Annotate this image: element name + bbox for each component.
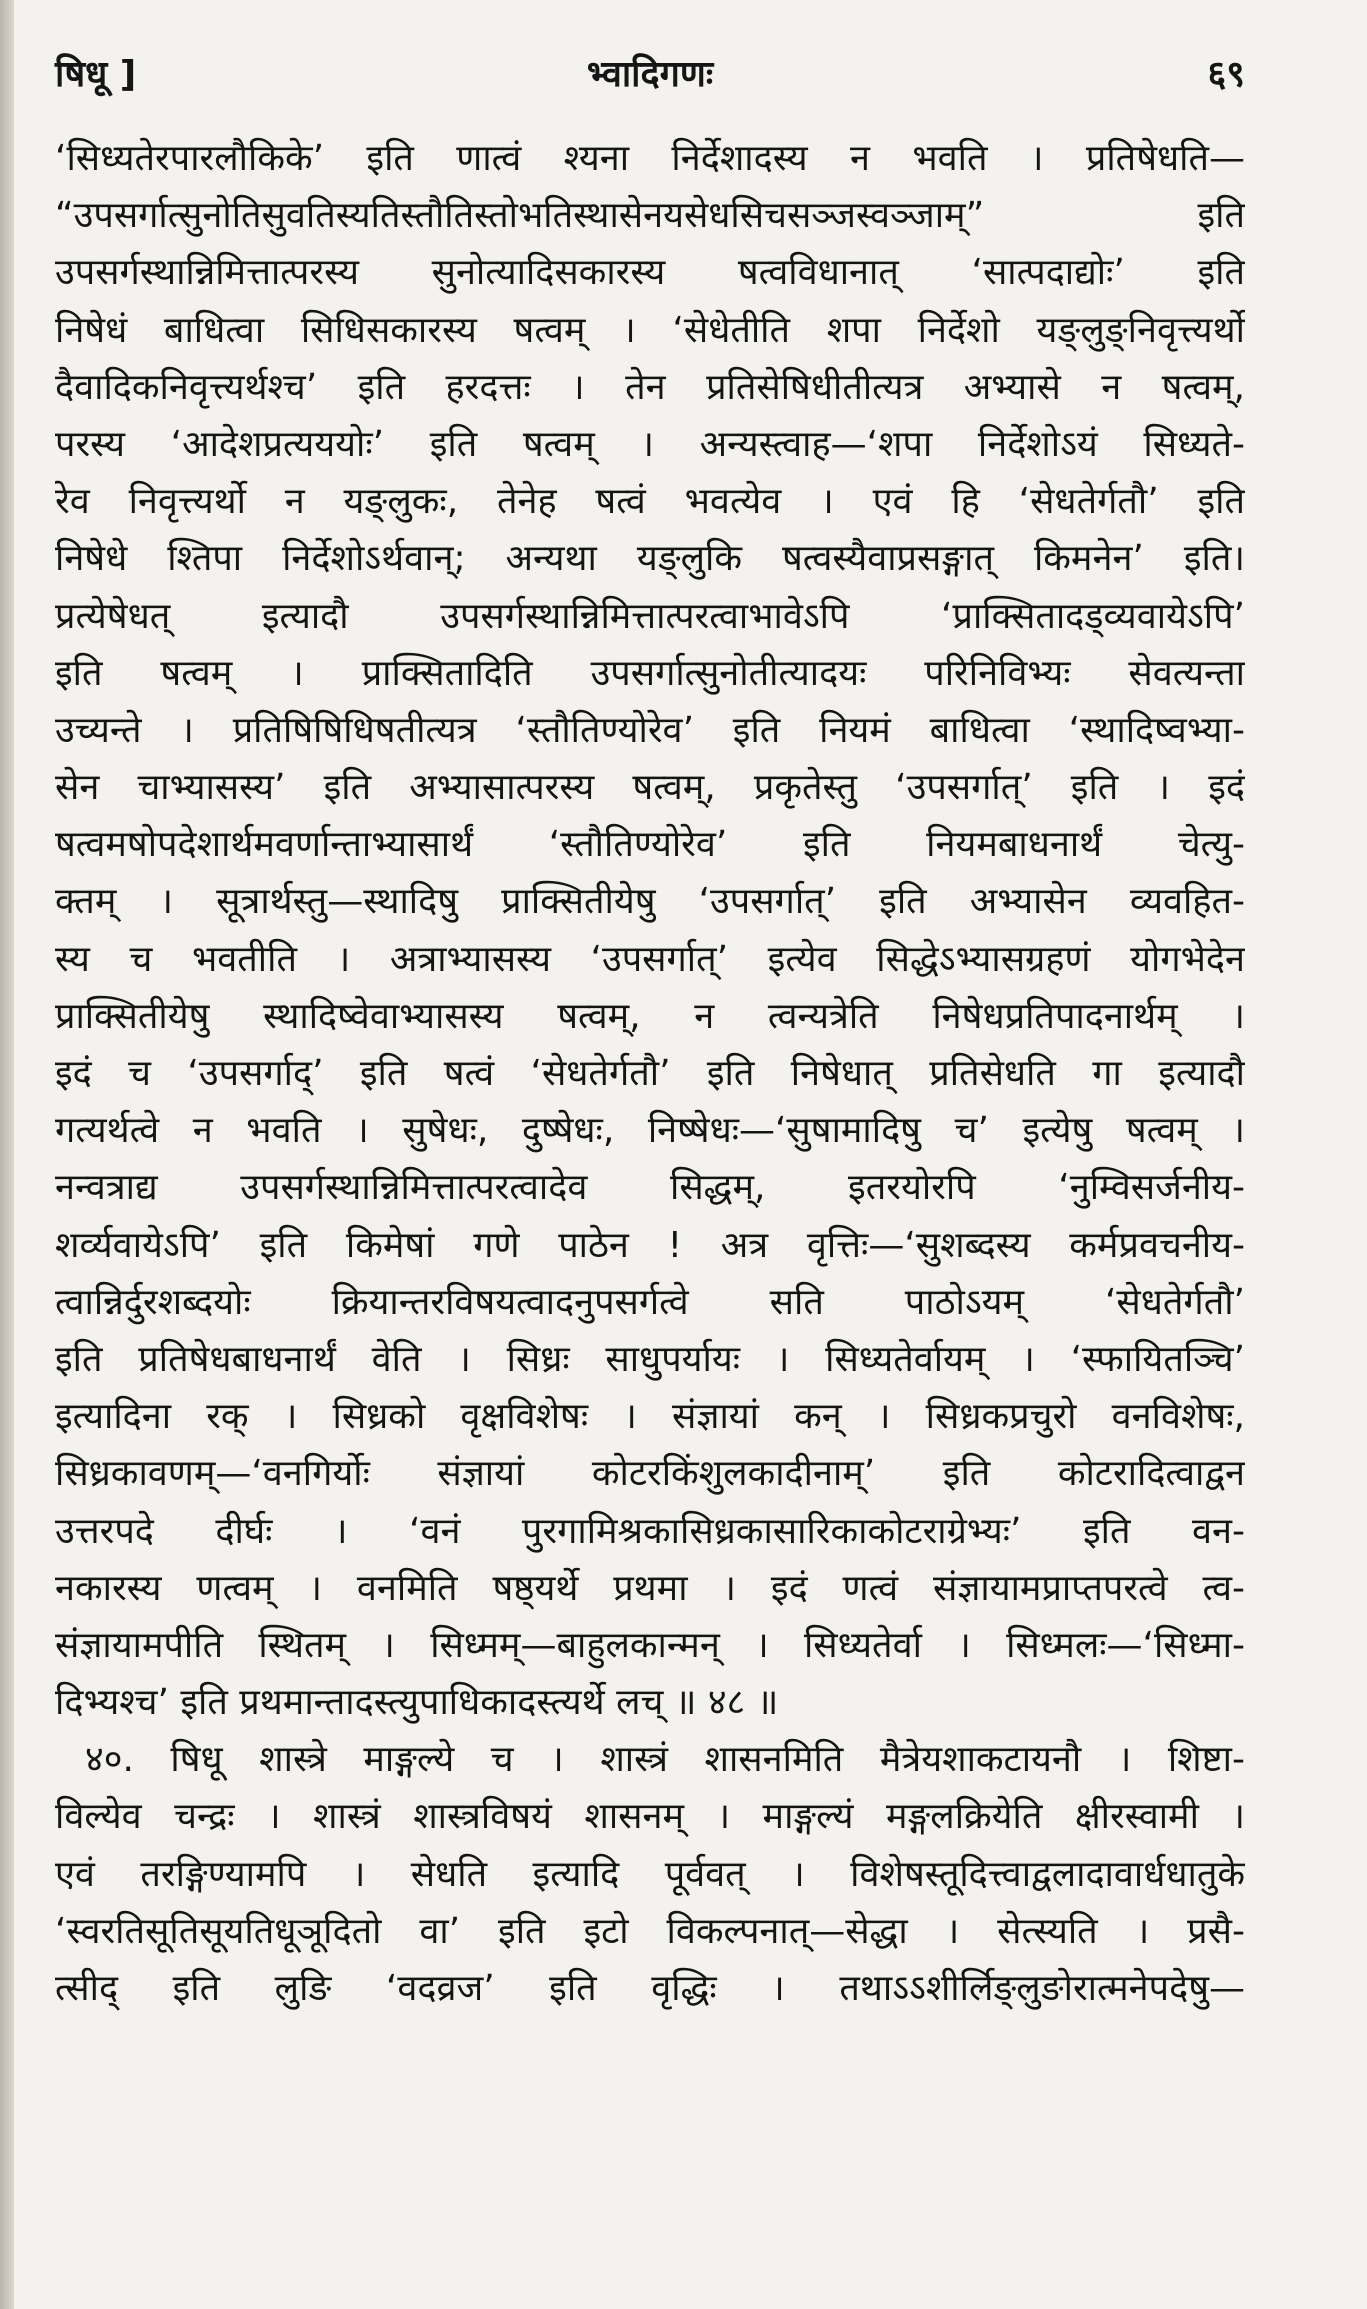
text-line: विल्येव चन्द्रः । शास्त्रं शास्त्रविषयं शासनम् । माङ्गल्यं मङ्गलक्रियेति क्षीरस्वामी ।: [55, 1796, 1245, 1838]
text-line: ४०. षिधू शास्त्रे माङ्गल्ये च । शास्त्रं शासनमिति मैत्रेयशाकटायनौ । शिष्टा-: [85, 1739, 1245, 1781]
text-line: इत्यादिना रक् । सिध्रको वृक्षविशेषः । संज्ञायां कन् । सिध्रकप्रचुरो वनविशेषः,: [55, 1396, 1245, 1438]
text-line: षत्वमषोपदेशार्थमवर्णान्ताभ्यासार्थं ‘स्तौतिण्योरेव’ इति नियमबाधनार्थं चेत्यु-: [55, 824, 1245, 866]
text-line: दैवादिकनिवृत्त्यर्थश्च’ इति हरदत्तः । तेन प्रतिसेषिधीतीत्यत्र अभ्यासे न षत्वम्,: [55, 366, 1245, 408]
text-line: स्य च भवतीति । अत्राभ्यासस्य ‘उपसर्गात्’ इत्येव सिद्धेऽभ्यासग्रहणं योगभेदेन: [55, 938, 1245, 980]
text-line: ‘स्वरतिसूतिसूयतिधूञूदितो वा’ इति इटो विकल्पनात्—सेद्धा । सेत्स्यति । प्रसै-: [55, 1910, 1245, 1952]
text-line: क्तम् । सूत्रार्थस्तु—स्थादिषु प्राक्सितीयेषु ‘उपसर्गात्’ इति अभ्यासेन व्यवहित-: [55, 881, 1245, 923]
text-line: निषेधं बाधित्वा सिधिसकारस्य षत्वम् । ‘सेधेतीति शपा निर्देशो यङ्लुङ्निवृत्त्यर्थो: [55, 309, 1245, 351]
page-header: [55, 48, 1245, 108]
text-line: प्राक्सितीयेषु स्थादिष्वेवाभ्यासस्य षत्वम्, न त्वन्यत्रेति निषेधप्रतिपादनार्थम् ।: [55, 995, 1245, 1037]
text-line: “उपसर्गात्सुनोतिसुवतिस्यतिस्तौतिस्तोभतिस्थासेनयसेधसिचसञ्जस्वञ्जाम्” इति: [55, 195, 1245, 237]
page-edge-shadow: [0, 0, 14, 2309]
text-line: दिभ्यश्च’ इति प्रथमान्तादस्त्युपाधिकादस्त्यर्थे लच् ॥ ४८ ॥: [55, 1682, 779, 1724]
text-line: एवं तरङ्गिण्यामपि । सेधति इत्यादि पूर्ववत् । विशेषस्तूदित्त्वाद्वलादावार्धधातुके: [55, 1853, 1245, 1895]
text-line: गत्यर्थत्वे न भवति । सुषेधः, दुष्षेधः, निष्षेधः—‘सुषामादिषु च’ इत्येषु षत्वम् ।: [55, 1110, 1245, 1152]
header-title: भ्वादिगणः: [586, 54, 714, 95]
text-line: सेन चाभ्यासस्य’ इति अभ्यासात्परस्य षत्वम्, प्रकृतेस्तु ‘उपसर्गात्’ इति । इदं: [55, 767, 1245, 809]
text-line: प्रत्येषेधत् इत्यादौ उपसर्गस्थान्निमित्तात्परत्वाभावेऽपि ‘प्राक्सितादड्व्यवायेऽपि’: [55, 595, 1245, 637]
text-line: निषेधे श्तिपा निर्देशोऽर्थवान्; अन्यथा यङ्लुकि षत्वस्यैवाप्रसङ्गात् किमनेन’ इति।: [55, 538, 1245, 580]
text-line: इति षत्वम् । प्राक्सितादिति उपसर्गात्सुनोतीत्यादयः परिनिविभ्यः सेवत्यन्ता: [55, 652, 1245, 694]
text-line: इति प्रतिषेधबाधनार्थं वेति । सिध्रः साधुपर्यायः । सिध्यतेर्वायम् । ‘स्फायितञ्चि’: [55, 1338, 1245, 1380]
text-line: त्सीद् इति लुङि ‘वदव्रज’ इति वृद्धिः । तथाऽऽशीर्लिङ्लुङोरात्मनेपदेषु—: [55, 1968, 1245, 2009]
page-number: ६९: [1207, 54, 1245, 95]
header-section-label: षिधू ]: [55, 54, 137, 95]
text-line: नन्वत्राद्य उपसर्गस्थान्निमित्तात्परत्वादेव सिद्धम्, इतरयोरपि ‘नुम्विसर्जनीय-: [55, 1167, 1245, 1209]
page-body: [55, 130, 1245, 2017]
text-line: त्वान्निर्दुरशब्दयोः क्रियान्तरविषयत्वादनुपसर्गत्वे सति पाठोऽयम् ‘सेधतेर्गतौ’: [55, 1281, 1245, 1323]
text-line: उच्यन्ते । प्रतिषिषिधिषतीत्यत्र ‘स्तौतिण्योरेव’ इति नियमं बाधित्वा ‘स्थादिष्वभ्या-: [55, 709, 1245, 751]
text-line: रेव निवृत्त्यर्थो न यङ्लुकः, तेनेह षत्वं भवत्येव । एवं हि ‘सेधतेर्गतौ’ इति: [55, 481, 1245, 523]
text-line: संज्ञायामपीति स्थितम् । सिध्मम्—बाहुलकान्मन् । सिध्यतेर्वा । सिध्मलः—‘सिध्मा-: [55, 1624, 1245, 1666]
text-line: शर्व्यवायेऽपि’ इति किमेषां गणे पाठेन ! अत्र वृत्तिः—‘सुशब्दस्य कर्मप्रवचनीय-: [55, 1224, 1245, 1266]
text-line: इदं च ‘उपसर्गाद्’ इति षत्वं ‘सेधतेर्गतौ’ इति निषेधात् प्रतिसेधति गा इत्यादौ: [55, 1053, 1245, 1094]
text-line: नकारस्य णत्वम् । वनमिति षष्ठ्यर्थे प्रथमा । इदं णत्वं संज्ञायामप्राप्तपरत्वे त्व-: [55, 1567, 1245, 1609]
text-line: उपसर्गस्थान्निमित्तात्परस्य सुनोत्यादिसकारस्य षत्वविधानात् ‘सात्पदाद्योः’ इति: [55, 252, 1245, 294]
text-line: उत्तरपदे दीर्घः । ‘वनं पुरगामिश्रकासिध्रकासारिकाकोटराग्रेभ्यः’ इति वन-: [55, 1510, 1245, 1552]
text-line: ‘सिध्यतेरपारलौकिके’ इति णात्वं श्यना निर्देशादस्य न भवति । प्रतिषेधति—: [55, 138, 1245, 179]
text-line: परस्य ‘आदेशप्रत्यययोः’ इति षत्वम् । अन्यस्त्वाह—‘शपा निर्देशोऽयं सिध्यते-: [55, 423, 1245, 465]
text-line: सिध्रकावणम्—‘वनगिर्योः संज्ञायां कोटरकिंशुलकादीनाम्’ इति कोटरादित्वाद्वन: [55, 1453, 1245, 1495]
